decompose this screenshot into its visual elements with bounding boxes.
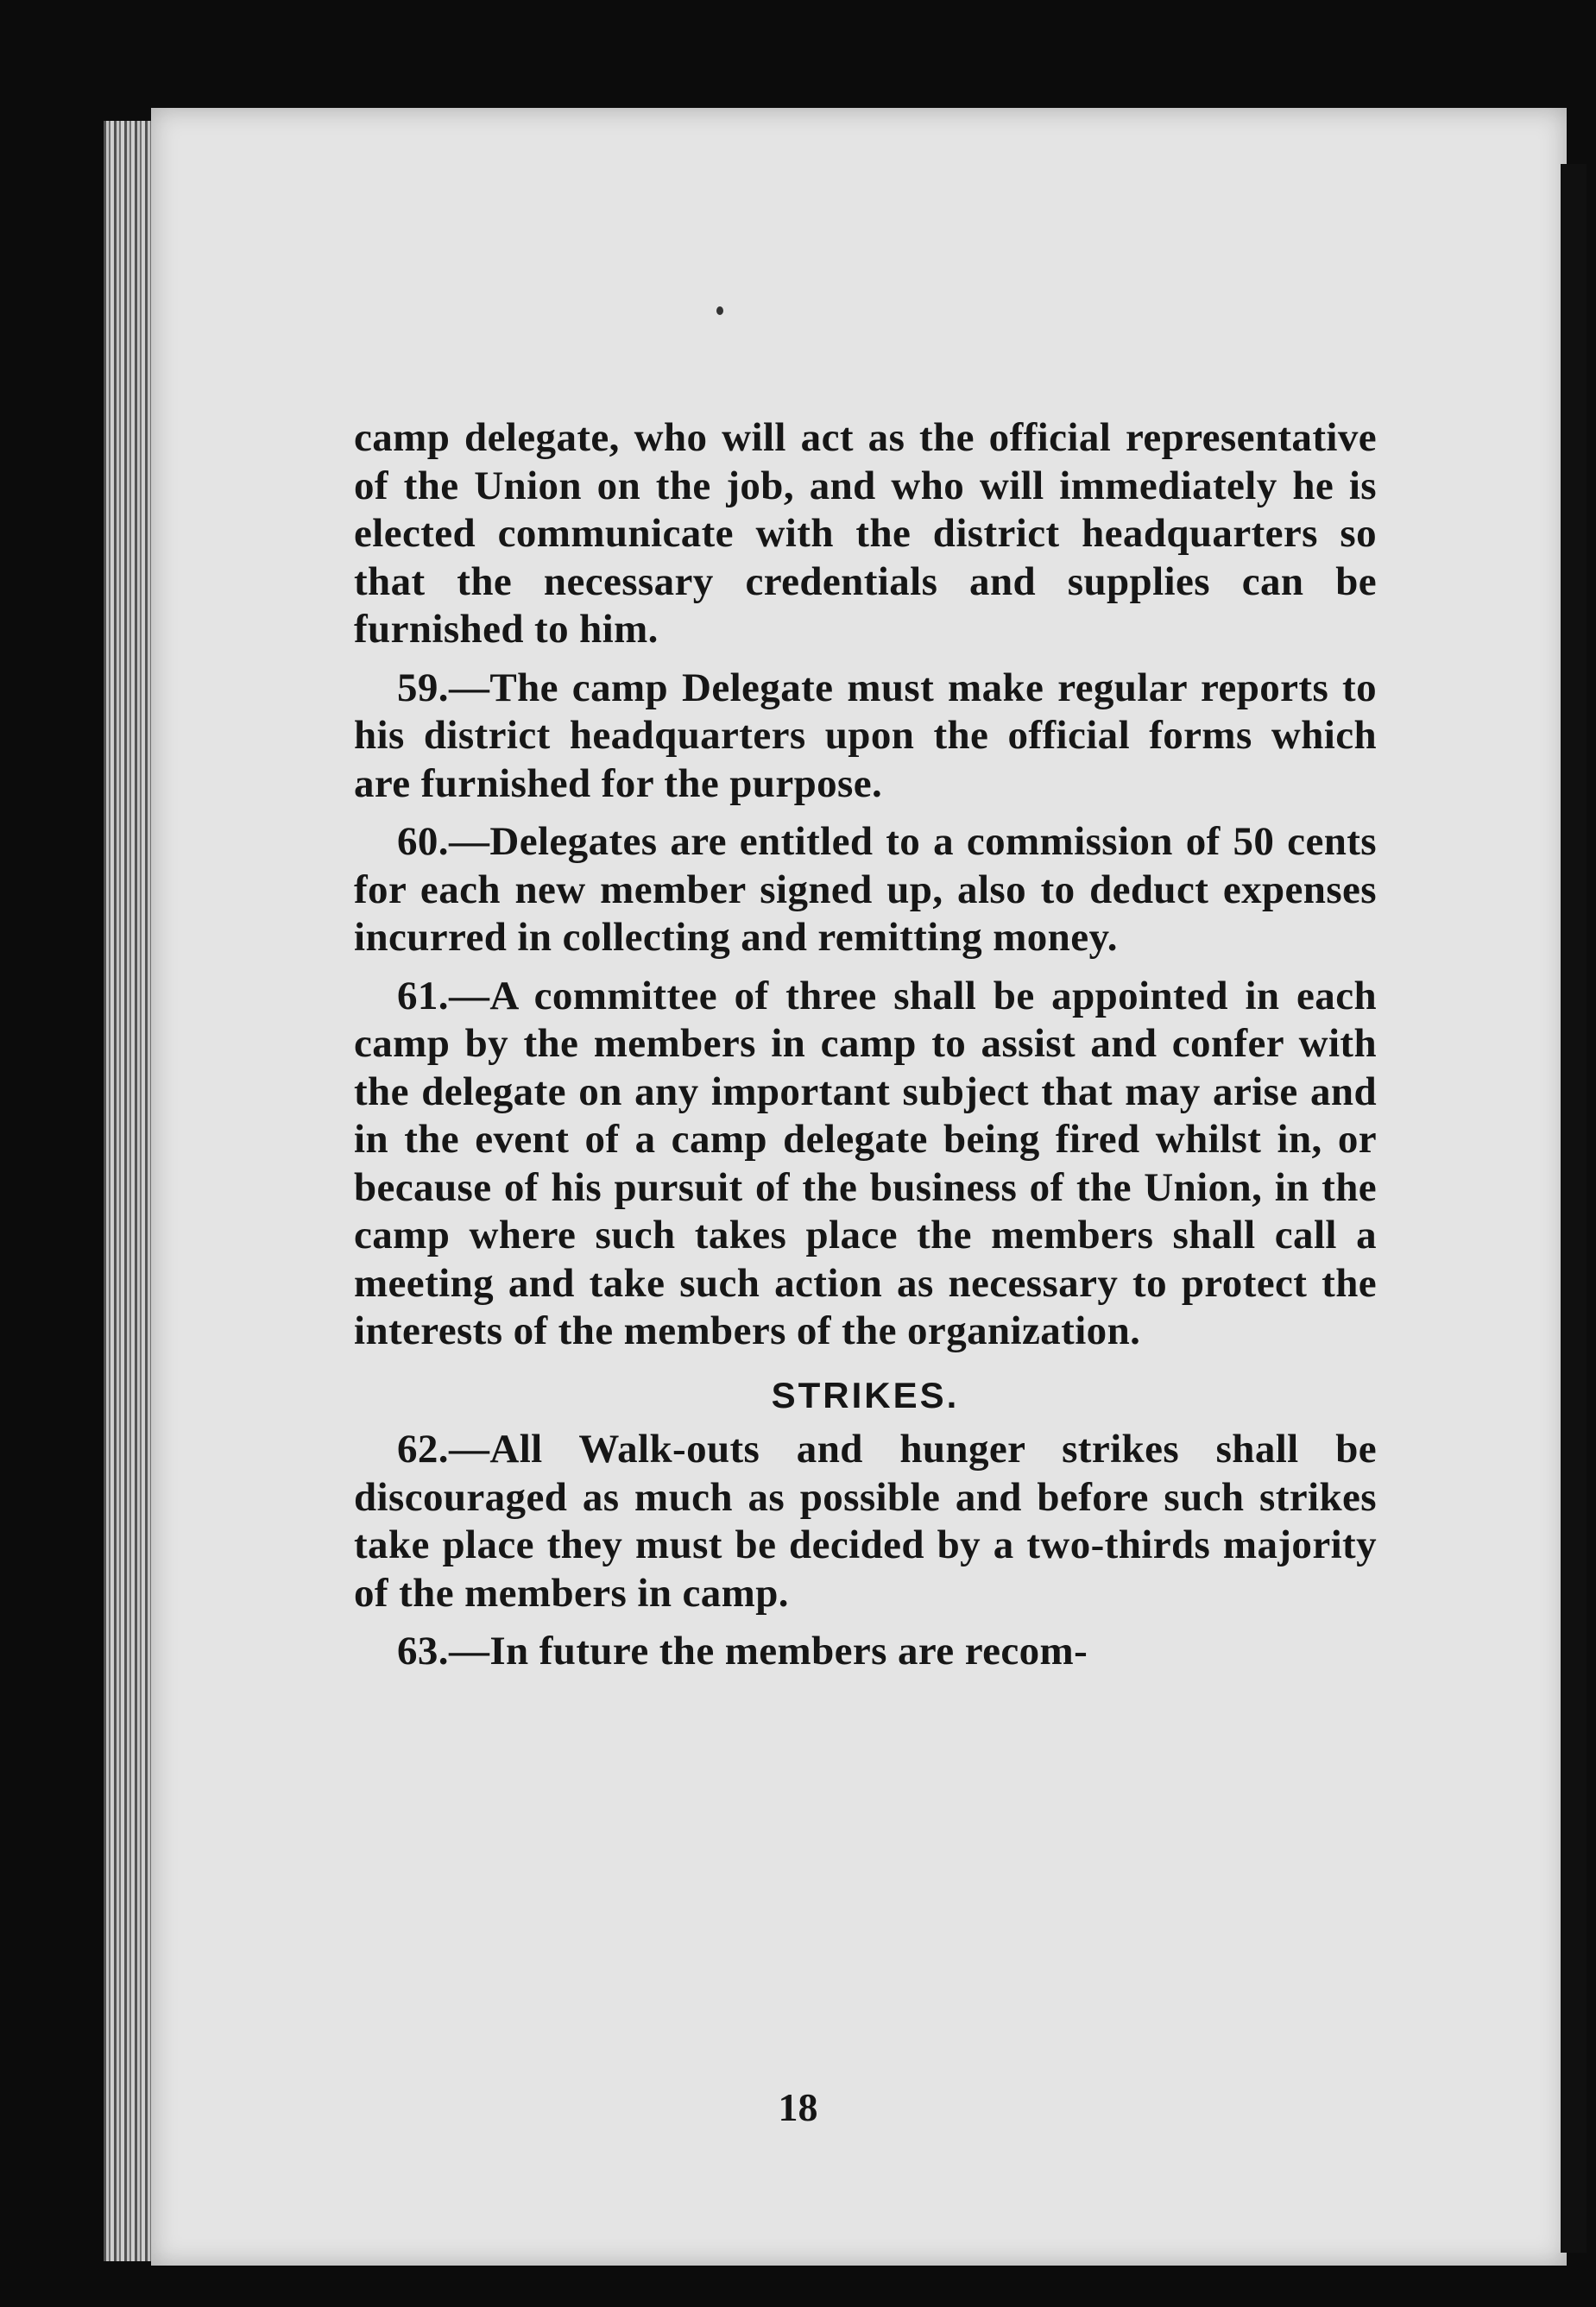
body-text <box>354 414 1377 1686</box>
paragraph-continuation: camp delegate, who will act as the official representative of the Union on the job, and who will immediately he is elected communicate with the district headquarters so that the necessary credentials and supplies can be furnished to him. <box>354 415 1377 652</box>
paragraph-63: 63.—In future the members are recom- <box>397 1629 1088 1674</box>
ink-speck <box>716 306 723 315</box>
paragraph-60: 60.—Delegates are entitled to a commission of 50 cents for each new member signed up, also to deduct expenses incurred in collecting and remitting money. <box>354 819 1377 960</box>
page-number: 18 <box>778 2085 818 2129</box>
binding-shadow <box>1561 164 1587 2253</box>
paragraph-61: 61.—A committee of three shall be appointed in each camp by the members in camp to assist and confer with the delegate on any important subject that may arise and in the event of a camp delegate being fired whilst in, or because of his pursuit of the business of the Union, in the camp where such takes place the members shall call a meeting and take such action as necessary to protect the interests of the members of the organization. <box>354 973 1377 1353</box>
paragraph-59: 59.—The camp Delegate must make regular reports to his district headquarters upon the official forms which are furnished for the purpose. <box>354 665 1377 806</box>
section-heading-strikes: STRIKES. <box>771 1374 960 1415</box>
paragraph-62: 62.—All Walk-outs and hunger strikes shall be discouraged as much as possible and before such strikes take place they must be decided by a two-thirds majority of the members in camp. <box>354 1427 1377 1616</box>
